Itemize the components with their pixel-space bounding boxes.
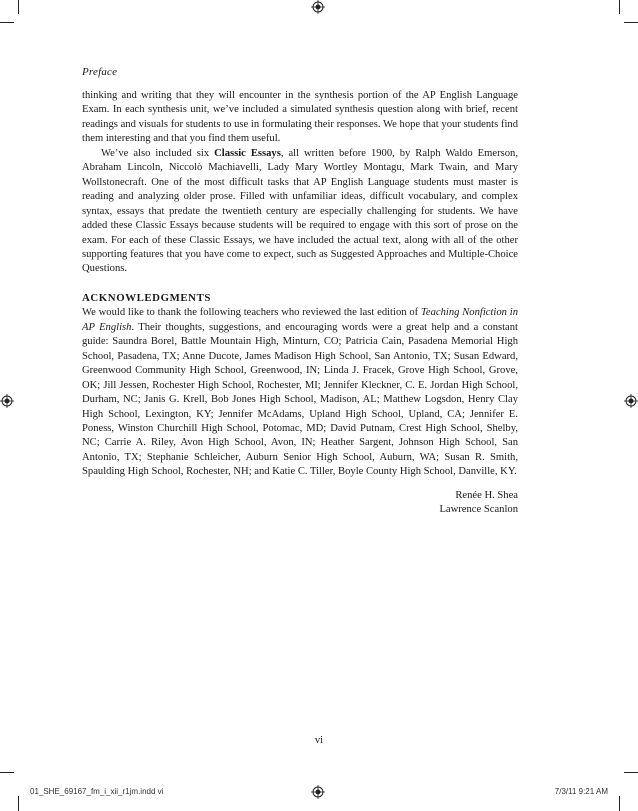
crop-mark-bottom-left-h (0, 772, 14, 773)
crop-mark-top-right-v (619, 0, 620, 14)
signature-author-1: Renée H. Shea (455, 489, 518, 501)
page-number: vi (314, 735, 324, 746)
crop-mark-bottom-left-v (18, 796, 19, 811)
acknowledgments-heading: ACKNOWLEDGMENTS (82, 291, 211, 304)
slug-filename: 01_SHE_69167_fm_i_xii_r1jm.indd vi (30, 787, 164, 796)
registration-mark-bottom-icon (311, 785, 325, 799)
crop-mark-top-right-h (624, 22, 638, 23)
crop-mark-top-left-v (18, 0, 19, 14)
signature-author-2: Lawrence Scanlon (439, 504, 518, 516)
paragraph-classic-essays (82, 147, 518, 277)
acknowledgments-paragraph (82, 306, 518, 479)
paragraph-classic-essays-lead: We’ve also included six (101, 147, 215, 159)
crop-mark-bottom-right-h (624, 772, 638, 773)
registration-mark-right-icon (624, 394, 638, 408)
slug-timestamp: 7/3/11 9:21 AM (554, 787, 608, 796)
running-head: Preface (82, 66, 118, 78)
crop-mark-top-left-h (0, 22, 14, 23)
crop-mark-bottom-right-v (619, 796, 620, 811)
acknowledgments-lead: We would like to thank the following teachers who reviewed the last edition of (82, 307, 421, 319)
acknowledgments-rest: . Their thoughts, suggestions, and encouraging words were a great help and a constant guide: Saundra Borel, Battle Mountain High, Minturn, CO; Patricia Cain, Pasadena Memorial High School, Pasadena, TX; Anne Ducote, James Madison High School, San Antonio, TX; Susan Edward, Greenwood Community High School, Greenwood, IN; Linda J. Fracek, Grove High School, Grove, OK; Jill Jessen, Rochester High School, Rochester, MI; Jennifer Kleckner, C. E. Jordan High School, Durham, NC; Janis G. Krell, Bob Jones High School, Madison, AL; Matthew Logsdon, Henry Clay High School, Lexington, KY; Jennifer McAdams, Upland High School, Upland, CA; Jennifer E. Poness, Winston Churchill High School, Potomac, MD; David Putnam, Crest High School, Shelby, NC; Carrie A. Riley, Avon High School, Avon, IN; Heather Sargent, Johnson High School, San Antonio, TX; Stephanie Schleicher, Auburn Senior High School, Auburn, WA; Susan R. Smith, Spaulding High School, Rochester, NH; and Katie C. Tiller, Boyle County High School, Danville, KY. (82, 321, 518, 478)
book-title: Teaching Nonfiction in AP English (82, 307, 518, 333)
classic-essays-term: Classic Essays (214, 147, 281, 159)
body-text (82, 89, 518, 518)
registration-mark-left-icon (0, 394, 14, 408)
paragraph-classic-essays-rest: , all written before 1900, by Ralph Waldo Emerson, Abraham Lincoln, Niccolò Machiavelli, Lady Mary Wortley Montagu, Mark Twain, and Mary Wollstonecraft. One of the most difficult tasks that AP English Language students must master is reading and analyzing older prose. Filled with unfamiliar ideas, difficult vocabulary, and complex syntax, essays that predate the twentieth century are especially challenging for students. We have added these Classic Essays because students will be required to engage with this sort of prose on the exam. For each of these Classic Essays, we have included the actual text, along with all of the other supporting features that you have come to expect, such as Suggested Approaches and Multiple-Choice Questions. (82, 147, 518, 275)
paragraph-synthesis: thinking and writing that they will encounter in the synthesis portion of the AP English Language Exam. In each synthesis unit, we’ve included a simulated synthesis question along with brief, recent readings and visuals for students to use in formulating their responses. We hope that your students find them interesting and that you find them useful. (82, 90, 518, 145)
registration-mark-top-icon (311, 0, 325, 14)
